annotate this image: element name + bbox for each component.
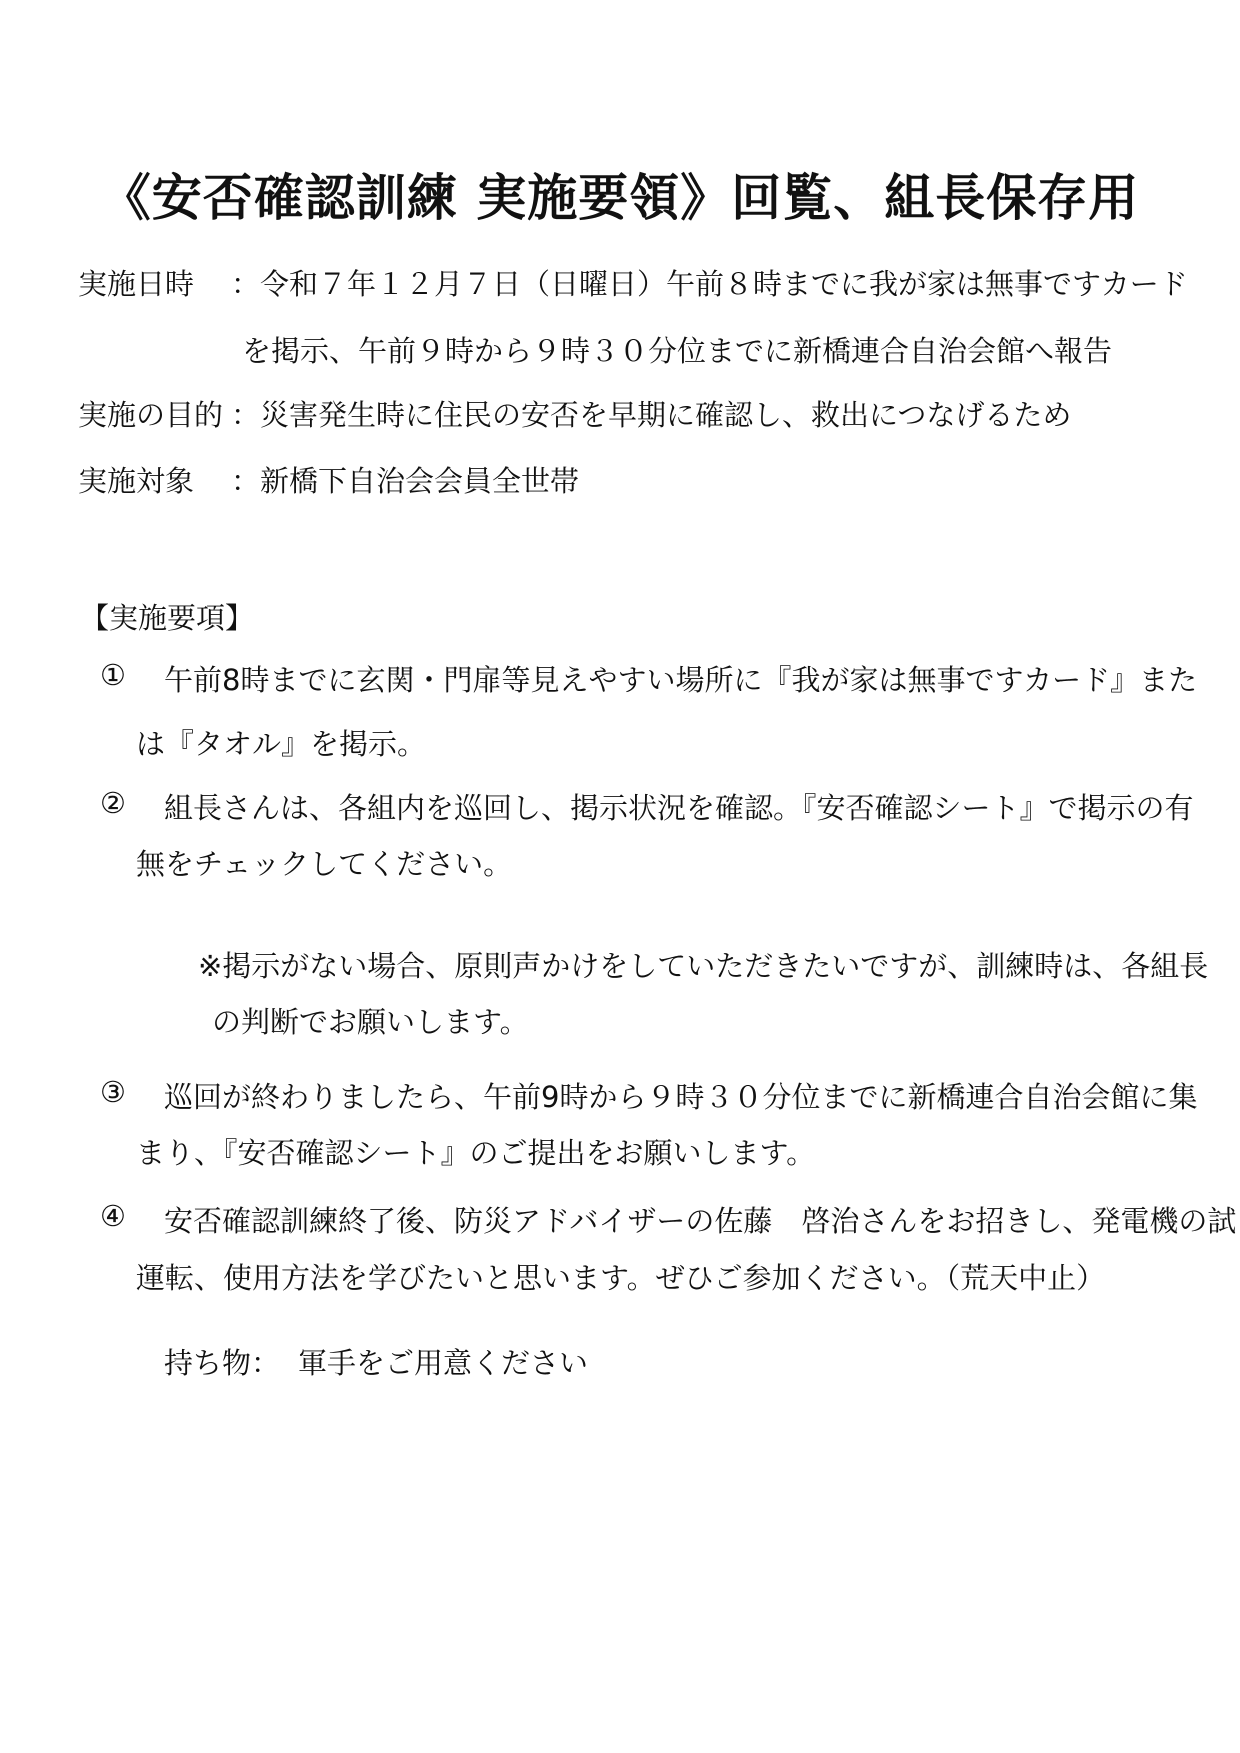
belongings-label: 持ち物： — [164, 1346, 281, 1380]
info-date-label: 実施日時 — [78, 267, 195, 301]
item-text: 組長さんは、各組内を巡回し、掲示状況を確認。『安否確認シート』で掲示の有 — [164, 791, 1194, 825]
info-purpose-label: 実施の目的 — [78, 398, 224, 432]
note-text-cont: の判断でお願いします。 — [212, 1005, 529, 1039]
info-date-value-cont: を掲示、午前９時から９時３０分位までに新橋連合自治会館へ報告 — [242, 334, 1113, 368]
item-number: ① — [100, 658, 126, 692]
info-target-label: 実施対象 — [78, 464, 195, 498]
item-text-cont: は『タオル』を掲示。 — [136, 727, 427, 761]
belongings-value: 軍手をご用意ください — [298, 1346, 589, 1380]
item-text-cont: まり、『安否確認シート』のご提出をお願いします。 — [136, 1136, 816, 1170]
item-number: ② — [100, 786, 126, 820]
belongings-row — [164, 1341, 588, 1382]
item-text-cont: 無をチェックしてください。 — [136, 847, 513, 881]
info-purpose-value: ：災害発生時に住民の安否を早期に確認し、救出につなげるため — [231, 398, 1072, 432]
item-text-cont: 運転、使用方法を学びたいと思います。ぜひご参加ください。（荒天中止） — [136, 1261, 1106, 1295]
info-date-value: ：令和７年１２月７日（日曜日）午前８時までに我が家は無事ですカード — [231, 267, 1188, 301]
document-title: 《安否確認訓練 実施要領》回覧、組長保存用 — [100, 169, 1140, 227]
info-target-value: ：新橋下自治会会員全世帯 — [231, 464, 580, 498]
item-number: ③ — [100, 1075, 126, 1109]
item-text: 午前8時までに玄関・門扉等見えやすい場所に『我が家は無事ですカード』また — [164, 663, 1198, 697]
section-heading: 【実施要項】 — [80, 601, 255, 635]
item-number: ④ — [100, 1199, 126, 1233]
note-text: ※掲示がない場合、原則声かけをしていただきたいですが、訓練時は、各組長 — [198, 949, 1209, 983]
item-text: 巡回が終わりましたら、午前9時から９時３０分位までに新橋連合自治会館に集 — [164, 1080, 1198, 1114]
item-text: 安否確認訓練終了後、防災アドバイザーの佐藤 啓治さんをお招きし、発電機の試 — [164, 1204, 1237, 1238]
